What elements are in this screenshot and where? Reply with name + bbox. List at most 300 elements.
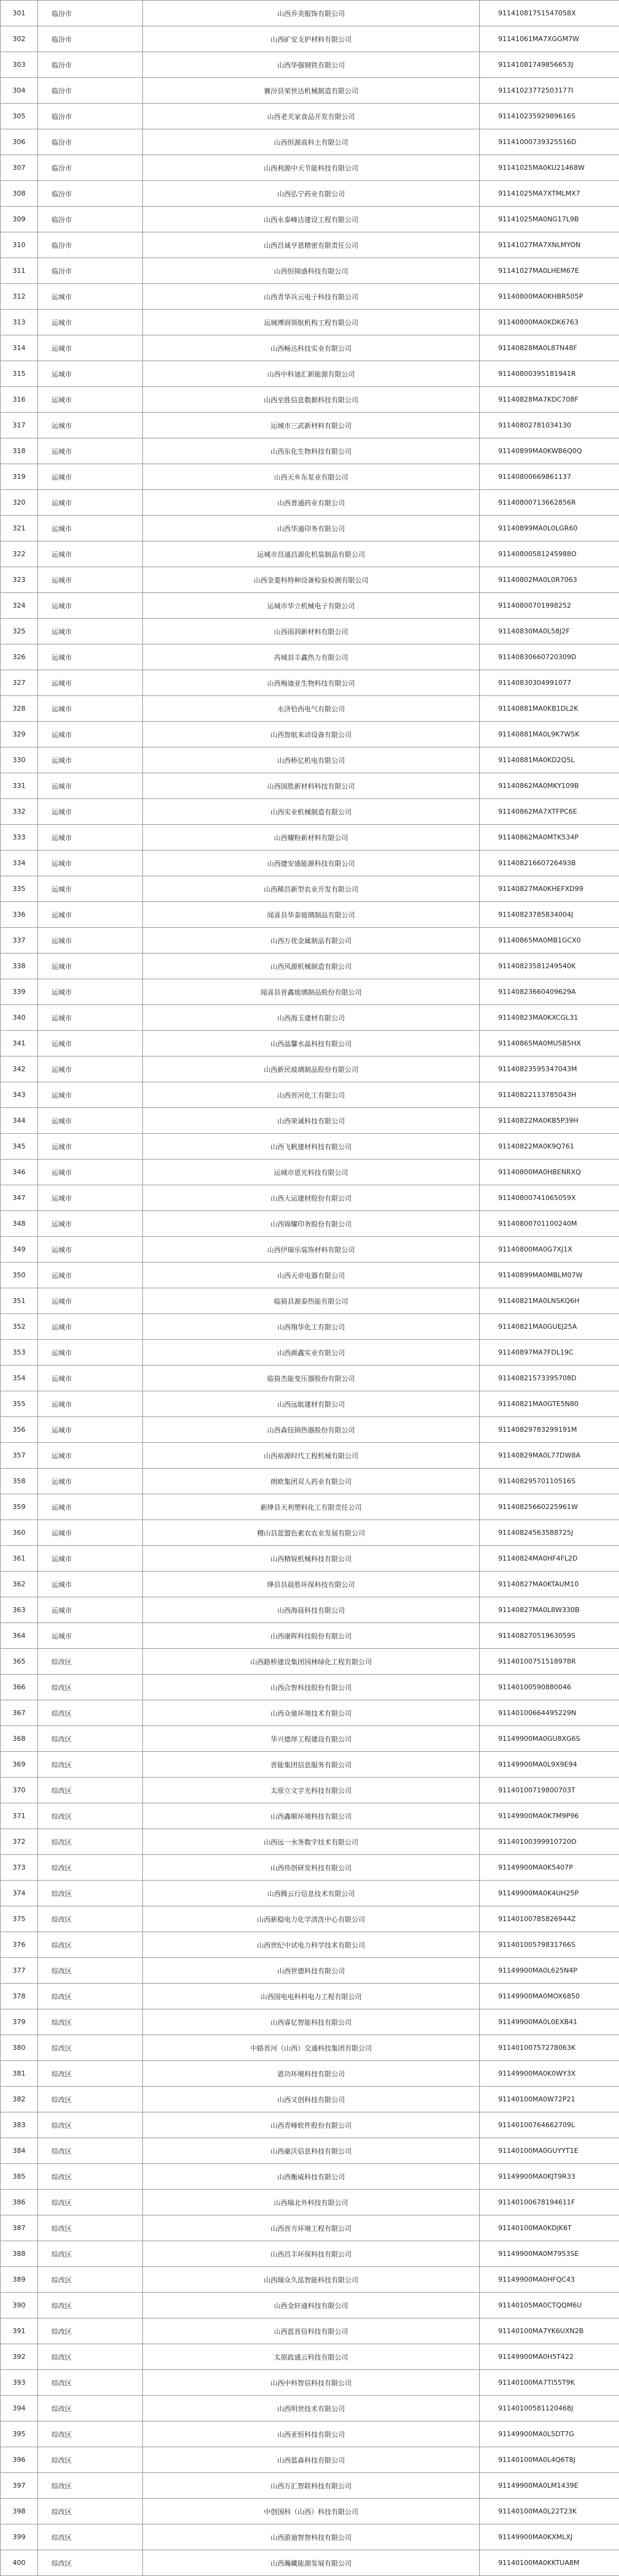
company-name-cell: 山西衡威科技有限公司 [143,2164,480,2190]
row-number: 394 [1,2396,38,2421]
credit-code-cell: 91141025MA0KU21468W [480,155,619,181]
row-number: 342 [1,1057,38,1082]
region-cell: 运城市 [38,773,143,799]
region-cell: 综改区 [38,1932,143,1958]
table-row [1,26,619,52]
credit-code-cell: 91140822113785043H [480,1082,619,1108]
row-number: 348 [1,1211,38,1237]
company-name-cell: 运城市昌通昌源化机装制品有限公司 [143,541,480,567]
region-cell: 综改区 [38,2087,143,2112]
row-number: 398 [1,2499,38,2524]
table-row [1,2344,619,2370]
row-number: 395 [1,2421,38,2447]
row-number: 366 [1,1675,38,1700]
region-cell: 运城市 [38,1520,143,1546]
row-number: 346 [1,1160,38,1185]
row-number: 378 [1,1984,38,2009]
table-row [1,2061,619,2087]
table-row [1,1803,619,1829]
table-row [1,1778,619,1803]
company-name-cell: 山西永泰峰达建设工程有限公司 [143,207,480,232]
region-cell: 临汾市 [38,232,143,258]
credit-code-cell: 91140100MA0KDJK6T [480,2215,619,2241]
company-name-cell: 山西远航建材有限公司 [143,1391,480,1417]
region-cell: 综改区 [38,2293,143,2318]
company-name-cell: 山西稀昌新型农业开发有限公司 [143,876,480,902]
table-row [1,2370,619,2396]
company-name-cell: 朗欧集团双人药业有限公司 [143,1469,480,1494]
credit-code-cell: 91149900MA0L625N4P [480,1958,619,1984]
company-name-cell: 山西精锐机械科技有限公司 [143,1546,480,1572]
row-number: 374 [1,1881,38,1906]
table-row [1,2550,619,2576]
row-number: 312 [1,284,38,310]
company-name-cell: 襄汾县荣世达机械制造有限公司 [143,78,480,104]
row-number: 359 [1,1494,38,1520]
row-number: 341 [1,1031,38,1057]
row-number: 328 [1,696,38,722]
row-number: 319 [1,464,38,490]
company-name-cell: 山西桥亿机电有限公司 [143,747,480,773]
table-row [1,1700,619,1726]
credit-code-cell: 91140881MA0KB1DL2K [480,696,619,722]
table-row [1,928,619,954]
company-name-cell: 临猗杰能变压器股份有限公司 [143,1366,480,1391]
region-cell: 综改区 [38,2499,143,2524]
table-row [1,1366,619,1391]
company-name-cell: 山西颜鑫实业有限公司 [143,1340,480,1366]
region-cell: 运城市 [38,644,143,670]
row-number: 397 [1,2473,38,2499]
company-name-cell: 山西远一水务数字技术有限公司 [143,1829,480,1855]
company-name-cell: 山西荣诚科技有限公司 [143,1108,480,1134]
region-cell: 综改区 [38,2396,143,2421]
region-cell: 运城市 [38,696,143,722]
credit-code-cell: 91140100MA7TI55T9K [480,2370,619,2396]
table-row [1,2215,619,2241]
region-cell: 运城市 [38,1623,143,1649]
region-cell: 临汾市 [38,181,143,207]
row-number: 361 [1,1546,38,1572]
credit-code-cell: 91140100MA0W72P21 [480,2087,619,2112]
table-row [1,1340,619,1366]
credit-code-cell: 91140100764662709L [480,2112,619,2138]
table-row [1,413,619,438]
region-cell: 运城市 [38,1469,143,1494]
table-row [1,1984,619,2009]
region-cell: 临汾市 [38,104,143,129]
credit-code-cell: 91140800701998252 [480,593,619,619]
region-cell: 运城市 [38,902,143,928]
table-row [1,2190,619,2215]
row-number: 393 [1,2370,38,2396]
credit-code-cell: 91140100581120468J [480,2396,619,2421]
row-number: 325 [1,619,38,644]
row-number: 331 [1,773,38,799]
company-name-cell: 芮城县丰鑫热力有限公司 [143,644,480,670]
region-cell: 综改区 [38,1649,143,1675]
table-row [1,1752,619,1778]
company-name-cell: 山西矿安支护材料有限公司 [143,26,480,52]
region-cell: 综改区 [38,1803,143,1829]
row-number: 322 [1,541,38,567]
region-cell: 运城市 [38,541,143,567]
company-name-cell: 山西弘宁药业有限公司 [143,181,480,207]
row-number: 379 [1,2009,38,2035]
company-name-cell: 山西海晨科技有限公司 [143,1597,480,1623]
table-row [1,52,619,78]
company-name-cell: 山西伊瑞乐装饰材料有限公司 [143,1237,480,1263]
row-number: 343 [1,1082,38,1108]
row-number: 370 [1,1778,38,1803]
region-cell: 综改区 [38,2473,143,2499]
credit-code-cell: 91140830304991077 [480,670,619,696]
company-name-cell: 山西金轩通科技有限公司 [143,2293,480,2318]
row-number: 338 [1,954,38,979]
row-number: 385 [1,2164,38,2190]
region-cell: 运城市 [38,928,143,954]
credit-code-cell: 91140100MA7YK6UXN2B [480,2318,619,2344]
table-row [1,1211,619,1237]
company-name-cell: 山西世德科技有限公司 [143,1958,480,1984]
company-name-cell: 运城市恩光科技有限公司 [143,1160,480,1185]
company-name-cell: 太原立文字光科技有限公司 [143,1778,480,1803]
table-row [1,1237,619,1263]
table-row [1,2087,619,2112]
region-cell: 综改区 [38,1700,143,1726]
table-row [1,619,619,644]
company-name-cell: 山西金菱科特种设备检验检测有限公司 [143,567,480,593]
credit-code-cell: 91141023772503177I [480,78,619,104]
company-name-cell: 太原政通云科技有限公司 [143,2344,480,2370]
region-cell: 临汾市 [38,258,143,284]
company-name-cell: 山西亚恒科技有限公司 [143,2421,480,2447]
credit-code-cell: 91140823581249540K [480,954,619,979]
table-row [1,799,619,825]
company-name-cell: 山西万汇智联科技有限公司 [143,2473,480,2499]
table-row [1,516,619,541]
row-number: 340 [1,1005,38,1031]
region-cell: 综改区 [38,1958,143,1984]
company-name-cell: 山西捷安盛能源科技有限公司 [143,850,480,876]
credit-code-cell: 91141023592989616S [480,104,619,129]
company-name-cell: 山西至胜信息数据科技有限公司 [143,387,480,413]
table-row [1,541,619,567]
table-row [1,876,619,902]
company-name-cell: 山西雨润新材料有限公司 [143,619,480,644]
table-row [1,1,619,26]
credit-code-cell: 91141027MA0LHEM67E [480,258,619,284]
row-number: 389 [1,2267,38,2293]
credit-code-cell: 91140823660409629A [480,979,619,1005]
company-name-cell: 临猗县源泰热能有限公司 [143,1288,480,1314]
company-name-cell: 山西豪沃信息科技有限公司 [143,2138,480,2164]
credit-code-cell: 91140100590880046 [480,1675,619,1700]
company-name-cell: 山西森钰锦热器股份有限公司 [143,1417,480,1443]
company-name-cell: 山西普通药业有限公司 [143,490,480,516]
credit-code-cell: 91141025MA7XTMLMX7 [480,181,619,207]
company-name-cell: 山西老关家食品开发有限公司 [143,104,480,129]
region-cell: 综改区 [38,1829,143,1855]
row-number: 318 [1,438,38,464]
row-number: 302 [1,26,38,52]
table-row [1,747,619,773]
row-number: 311 [1,258,38,284]
table-row [1,335,619,361]
credit-code-cell: 91140824MA0HF4FL2D [480,1546,619,1572]
company-name-cell: 闻喜县晋鑫玻璃制品股份有限公司 [143,979,480,1005]
table-row [1,1881,619,1906]
table-row [1,1597,619,1623]
company-name-cell: 山西梅迪亚生物科技有限公司 [143,670,480,696]
company-name-cell: 山西明世技术有限公司 [143,2396,480,2421]
credit-code-cell: 91140881MA0L9K7W5K [480,722,619,747]
region-cell: 运城市 [38,1211,143,1237]
region-cell: 综改区 [38,2550,143,2576]
row-number: 371 [1,1803,38,1829]
region-cell: 综改区 [38,2421,143,2447]
row-number: 314 [1,335,38,361]
region-cell: 运城市 [38,747,143,773]
table-row [1,78,619,104]
company-name-cell: 山西青峰软件股份有限公司 [143,2112,480,2138]
credit-code-cell: 91149900MA0L5DT7G [480,2421,619,2447]
table-row [1,1469,619,1494]
table-row [1,284,619,310]
row-number: 358 [1,1469,38,1494]
credit-code-cell: 91141025MA0NG17L9B [480,207,619,232]
region-cell: 运城市 [38,1031,143,1057]
region-cell: 运城市 [38,1005,143,1031]
credit-code-cell: 91140899MA0KWB6Q0Q [480,438,619,464]
credit-code-cell: 91149900MA0H5T422 [480,2344,619,2370]
table-row [1,2421,619,2447]
credit-code-cell: 91149900MA0LM1439E [480,2473,619,2499]
table-row [1,1108,619,1134]
table-row [1,232,619,258]
credit-code-cell: 91140800713662856R [480,490,619,516]
row-number: 337 [1,928,38,954]
credit-code-cell: 91140830MA0L58J2F [480,619,619,644]
region-cell: 综改区 [38,2035,143,2061]
credit-code-cell: 91140823785834004J [480,902,619,928]
table-row [1,1417,619,1443]
region-cell: 运城市 [38,413,143,438]
region-cell: 运城市 [38,670,143,696]
table-row [1,1288,619,1314]
table-row [1,670,619,696]
row-number: 324 [1,593,38,619]
table-row [1,902,619,928]
company-name-cell: 山西晶馨水晶科技有限公司 [143,1031,480,1057]
credit-code-cell: 91140800741065059X [480,1185,619,1211]
company-name-cell: 山西国电电科科电力工程有限公司 [143,1984,480,2009]
table-row [1,155,619,181]
credit-code-cell: 91140827051963059S [480,1623,619,1649]
region-cell: 运城市 [38,1185,143,1211]
credit-code-cell: 91140105MA0CTQQM6U [480,2293,619,2318]
table-row [1,2035,619,2061]
company-name-cell: 中创国科（山西）科技有限公司 [143,2499,480,2524]
region-cell: 综改区 [38,2190,143,2215]
table-row [1,129,619,155]
credit-code-cell: 91140802781034130 [480,413,619,438]
table-row [1,1932,619,1958]
region-cell: 运城市 [38,516,143,541]
row-number: 326 [1,644,38,670]
row-number: 333 [1,825,38,850]
company-name-cell: 山西实业机械制造有限公司 [143,799,480,825]
credit-code-cell: 91140862MA0MTK534P [480,825,619,850]
region-cell: 运城市 [38,1237,143,1263]
row-number: 321 [1,516,38,541]
company-name-cell: 山西世纪中试电力科学技术有限公司 [143,1932,480,1958]
credit-code-cell: 91140899MA0MBLM07W [480,1263,619,1288]
region-cell: 运城市 [38,799,143,825]
credit-code-cell: 91140100757278063K [480,2035,619,2061]
table-row [1,2164,619,2190]
table-row [1,1005,619,1031]
region-cell: 运城市 [38,979,143,1005]
row-number: 384 [1,2138,38,2164]
region-cell: 运城市 [38,361,143,387]
region-cell: 运城市 [38,1340,143,1366]
company-name-cell: 山西乔美服饰有限公司 [143,1,480,26]
region-cell: 运城市 [38,335,143,361]
table-row [1,1031,619,1057]
credit-code-cell: 91141027MA7XNLMYON [480,232,619,258]
row-number: 347 [1,1185,38,1211]
row-number: 327 [1,670,38,696]
row-number: 392 [1,2344,38,2370]
row-number: 354 [1,1366,38,1391]
company-name-cell: 山西锦耀印务股份有限公司 [143,1211,480,1237]
region-cell: 运城市 [38,1546,143,1572]
credit-code-cell: 91140821MA0GTE5N80 [480,1391,619,1417]
credit-code-cell: 91140829570110516S [480,1469,619,1494]
credit-code-cell: 91140821MA0GUEJ25A [480,1314,619,1340]
row-number: 313 [1,310,38,335]
company-name-cell: 山西裕源时代工程机械有限公司 [143,1443,480,1469]
table-row [1,1494,619,1520]
table-row [1,1160,619,1185]
credit-code-cell: 91140100MA0L4Q6T8J [480,2447,619,2473]
table-row [1,850,619,876]
row-number: 323 [1,567,38,593]
row-number: 316 [1,387,38,413]
credit-code-cell: 91140100MA0L22T23K [480,2499,619,2524]
row-number: 387 [1,2215,38,2241]
credit-code-cell: 91140865MA0MB1GCX0 [480,928,619,954]
credit-code-cell: 91149900MA0GU8XG6S [480,1726,619,1752]
row-number: 329 [1,722,38,747]
row-number: 307 [1,155,38,181]
company-name-cell: 山西康晖科技股份有限公司 [143,1623,480,1649]
region-cell: 运城市 [38,1082,143,1108]
region-cell: 综改区 [38,1906,143,1932]
row-number: 355 [1,1391,38,1417]
credit-code-cell: 91149900MA0K4UH25P [480,1881,619,1906]
region-cell: 临汾市 [38,26,143,52]
table-row [1,2241,619,2267]
table-row [1,258,619,284]
table-row [1,979,619,1005]
credit-code-cell: 91140100719800703T [480,1778,619,1803]
credit-code-cell: 91140821660726493B [480,850,619,876]
credit-code-cell: 91149900MA0KXMLXJ [480,2524,619,2550]
region-cell: 临汾市 [38,129,143,155]
region-cell: 运城市 [38,1314,143,1340]
region-cell: 运城市 [38,876,143,902]
company-name-cell: 山西昌丰环保科技有限公司 [143,2241,480,2267]
company-name-cell: 华兴德厚工程建设有限公司 [143,1726,480,1752]
row-number: 334 [1,850,38,876]
region-cell: 综改区 [38,1726,143,1752]
table-row [1,464,619,490]
table-row [1,1546,619,1572]
credit-code-cell: 91140823595347043M [480,1057,619,1082]
region-cell: 综改区 [38,2138,143,2164]
region-cell: 运城市 [38,1288,143,1314]
row-number: 344 [1,1108,38,1134]
region-cell: 运城市 [38,438,143,464]
credit-code-cell: 91141081751547058X [480,1,619,26]
table-row [1,2138,619,2164]
row-number: 357 [1,1443,38,1469]
row-number: 360 [1,1520,38,1546]
table-row [1,310,619,335]
company-name-cell: 山西翔华化工有限公司 [143,1314,480,1340]
credit-code-cell: 91140802MA0L0R7063 [480,567,619,593]
region-cell: 运城市 [38,284,143,310]
company-name-cell: 稷山县蓝盟色素农农业发展有限公司 [143,1520,480,1546]
credit-code-cell: 91140823MA0KXCGL31 [480,1005,619,1031]
company-name-cell: 山西新稳电力化学清洗中心有限公司 [143,1906,480,1932]
table-row [1,1623,619,1649]
credit-code-cell: 91140828MA7KDC708F [480,387,619,413]
region-cell: 运城市 [38,825,143,850]
region-cell: 临汾市 [38,1,143,26]
table-row [1,2499,619,2524]
table-body [1,1,619,2576]
table-row [1,1906,619,1932]
company-name-cell: 山西恒锦盛科技有限公司 [143,258,480,284]
table-row [1,1958,619,1984]
table-row [1,2112,619,2138]
table-row [1,1443,619,1469]
row-number: 317 [1,413,38,438]
row-number: 383 [1,2112,38,2138]
row-number: 399 [1,2524,38,2550]
company-name-cell: 山西又创科技有限公司 [143,2087,480,2112]
region-cell: 综改区 [38,1881,143,1906]
company-name-cell: 山西蓝晋信科技有限公司 [143,2318,480,2344]
row-number: 365 [1,1649,38,1675]
company-name-cell: 中路晋河（山西）交通科技集团有限公司 [143,2035,480,2061]
row-number: 335 [1,876,38,902]
table-row [1,1726,619,1752]
credit-code-cell: 91140821MA0LNSKQ6H [480,1288,619,1314]
region-cell: 运城市 [38,1572,143,1597]
credit-code-cell: 91140828MA0L87N48F [480,335,619,361]
region-cell: 综改区 [38,2215,143,2241]
region-cell: 运城市 [38,567,143,593]
region-cell: 运城市 [38,1391,143,1417]
row-number: 380 [1,2035,38,2061]
company-name-cell: 山西蓝森科技有限公司 [143,2447,480,2473]
row-number: 304 [1,78,38,104]
row-number: 364 [1,1623,38,1649]
